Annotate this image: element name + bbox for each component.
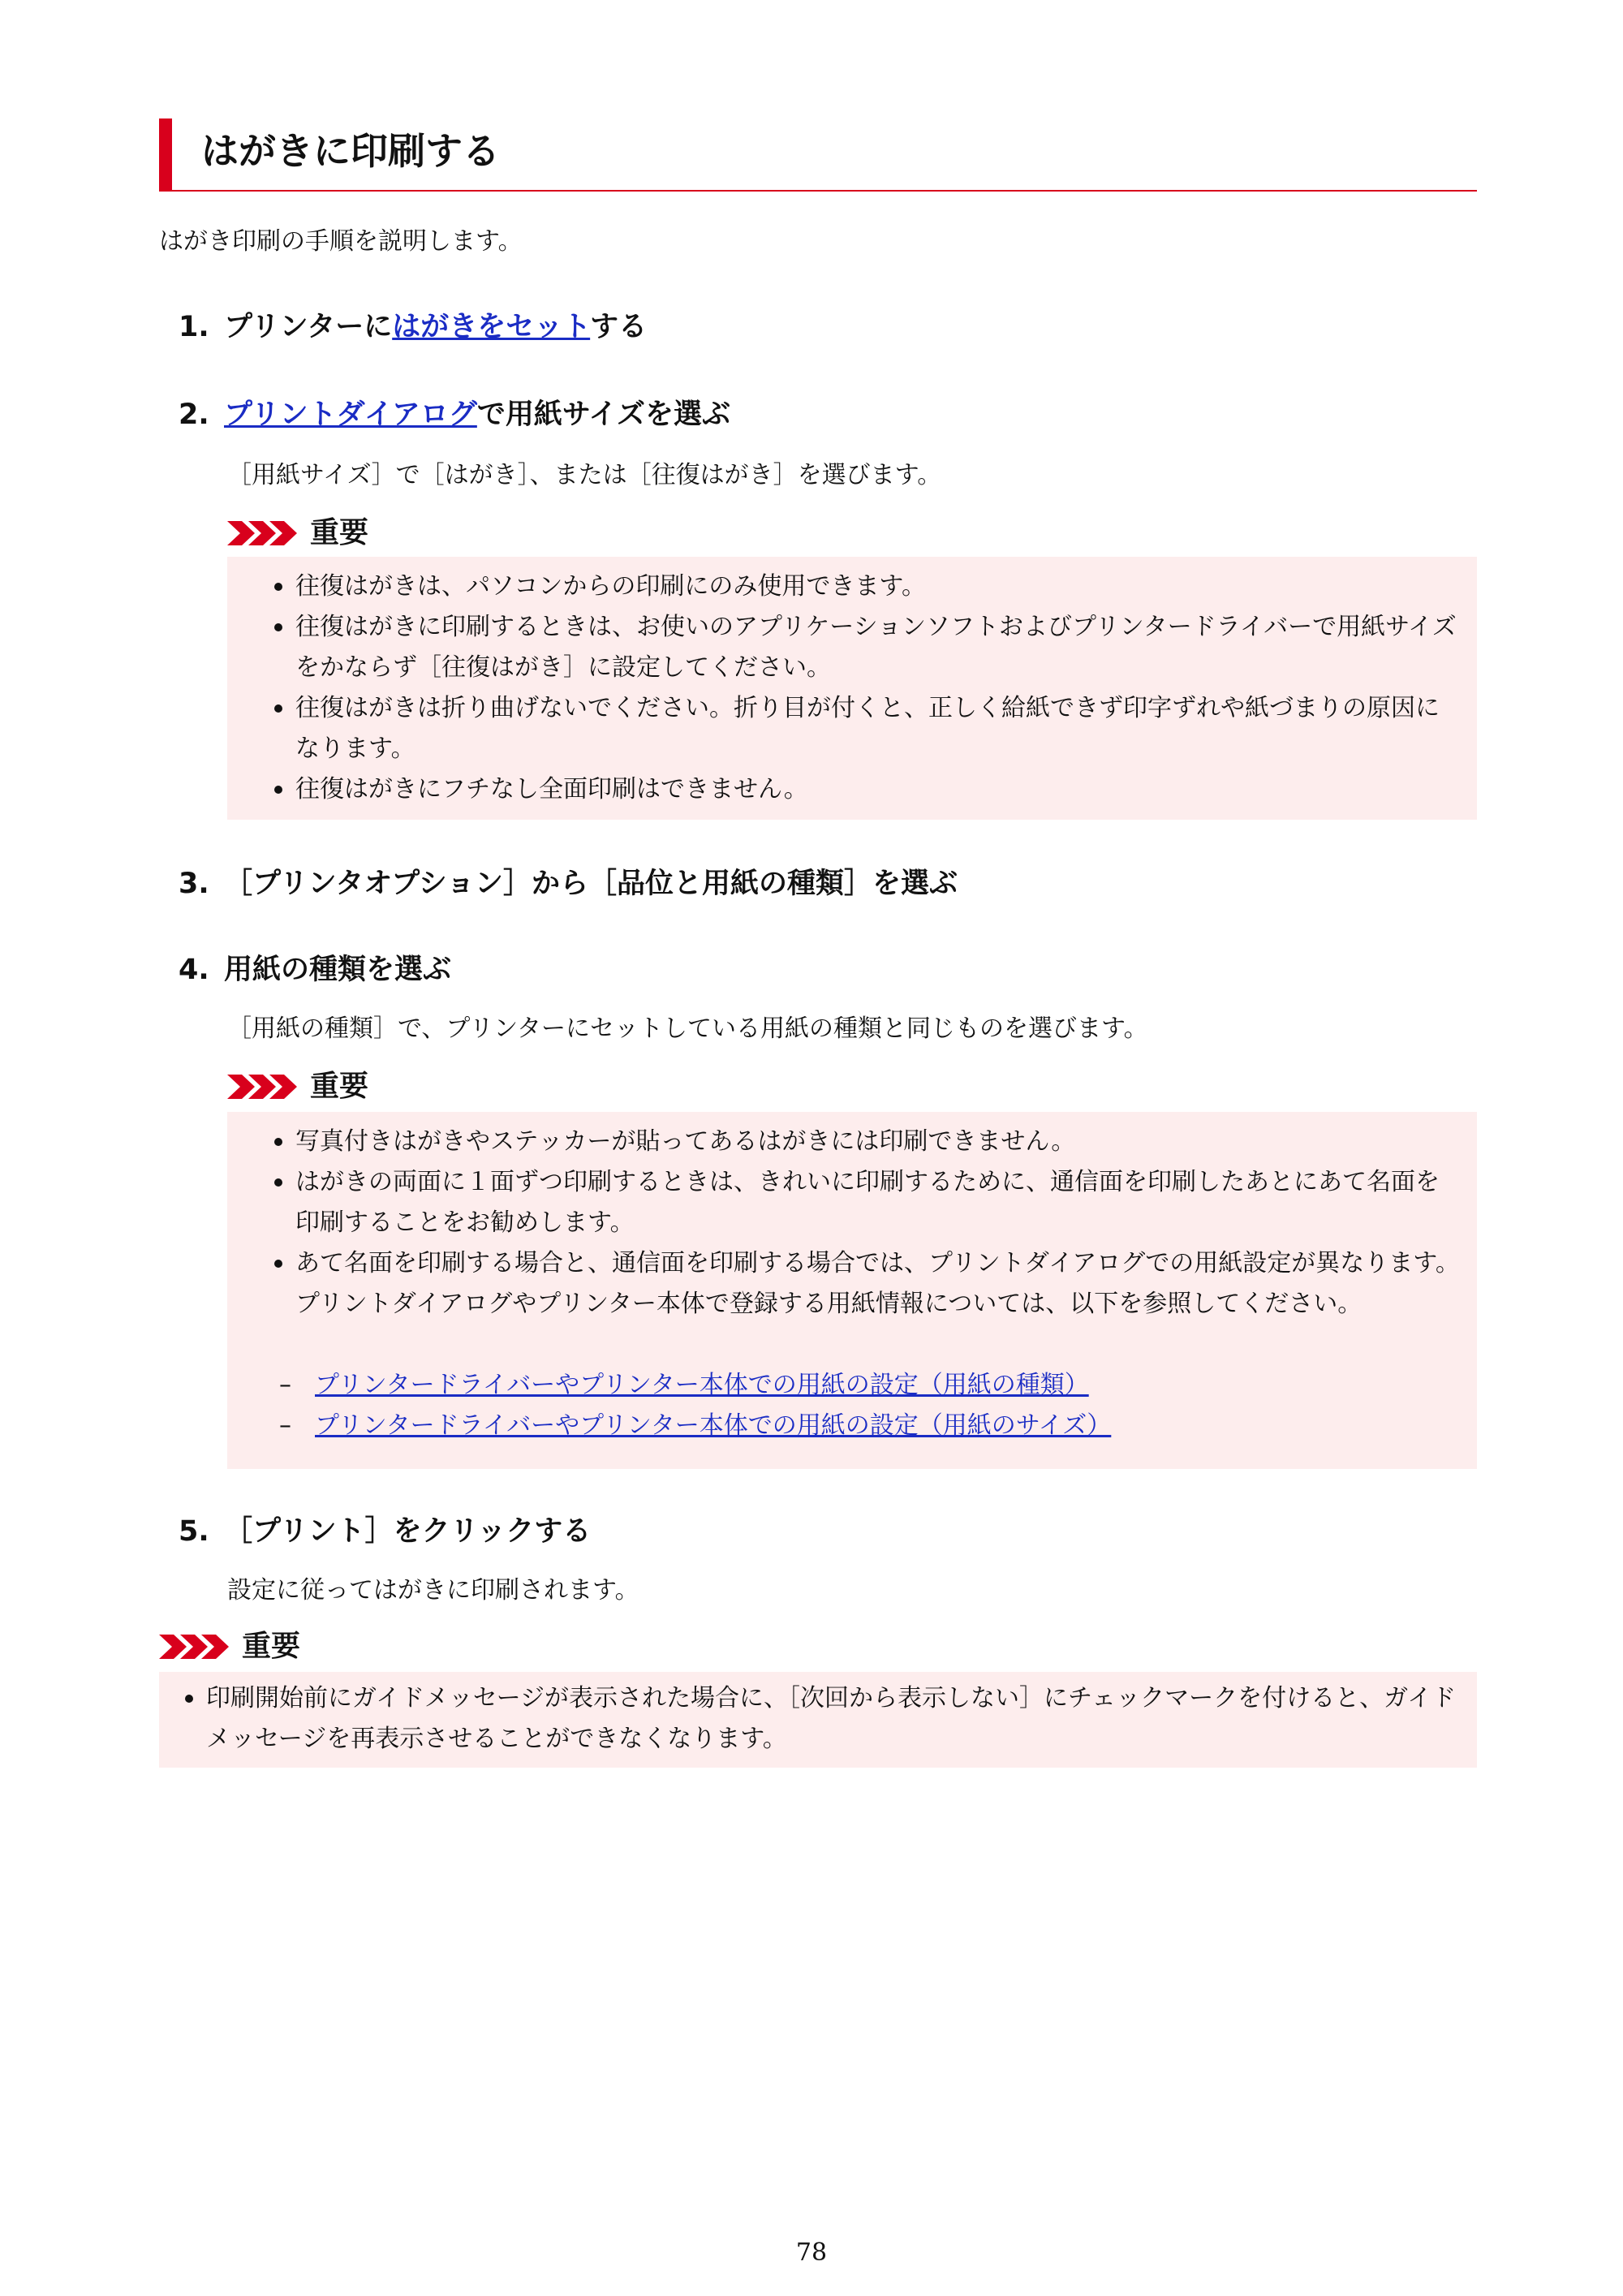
step-text: ［プリンタオプション］から［品位と用紙の種類］を選ぶ [224, 868, 958, 900]
important-label: 重要 [310, 1070, 369, 1103]
step-number: 1. [179, 311, 209, 343]
important-list [179, 1678, 1461, 1760]
triple-chevron-important-icon [227, 1073, 300, 1101]
page-title: はがきに印刷する [201, 129, 500, 173]
step-2-description: ［用紙サイズ］で［はがき］、または［往復はがき］を選びます。 [227, 461, 942, 489]
step-5 [179, 1511, 591, 1552]
reference-link-item [268, 1365, 1461, 1406]
step-1 [179, 307, 647, 347]
step-text: ［プリント］をクリックする [224, 1515, 592, 1548]
triple-chevron-important-icon [227, 519, 300, 547]
important-item: 往復はがきは折り曲げないでください。折り目が付くと、正しく給紙できず印字ずれや紙づまりの原因になります。 [268, 688, 1461, 769]
important-box-1 [227, 557, 1477, 820]
important-item: 印刷開始前にガイドメッセージが表示された場合に、［次回から表示しない］にチェックマークを付けると、ガイドメッセージを再表示させることができなくなります。 [179, 1678, 1461, 1760]
dash-marker: – [279, 1371, 291, 1399]
important-list [268, 566, 1461, 810]
intro-text: はがき印刷の手順を説明します。 [159, 227, 523, 256]
important-box-2 [227, 1112, 1477, 1469]
step-5-description: 設定に従ってはがきに印刷されます。 [227, 1576, 639, 1605]
important-label: 重要 [242, 1630, 301, 1663]
media-type-setting-link[interactable]: プリンタードライバーやプリンター本体での用紙の設定（用紙の種類） [315, 1371, 1089, 1399]
step-text: プリンターに [224, 311, 393, 343]
step-number: 2. [179, 398, 209, 431]
title-accent-bar [159, 118, 172, 190]
page-number: 78 [795, 2238, 828, 2267]
step-number: 4. [179, 954, 209, 986]
important-label: 重要 [310, 516, 369, 549]
page-title-block [159, 118, 1477, 192]
step-4-description: ［用紙の種類］で、プリンターにセットしている用紙の種類と同じものを選びます。 [227, 1014, 1148, 1043]
important-item: 写真付きはがきやステッカーが貼ってあるはがきには印刷できません。 [268, 1122, 1461, 1162]
important-heading [227, 513, 368, 554]
important-heading [227, 1066, 368, 1107]
important-item: 往復はがきにフチなし全面印刷はできません。 [268, 769, 1461, 810]
important-item: 往復はがきは、パソコンからの印刷にのみ使用できます。 [268, 566, 1461, 607]
dash-marker: – [279, 1411, 291, 1440]
step-text: 用紙の種類を選ぶ [224, 954, 452, 986]
set-postcard-link[interactable]: はがきをセット [392, 311, 591, 343]
step-3 [179, 864, 958, 904]
reference-links [268, 1365, 1461, 1446]
triple-chevron-important-icon [159, 1633, 232, 1661]
step-number: 5. [179, 1515, 209, 1548]
step-number: 3. [179, 868, 209, 900]
print-dialog-link[interactable]: プリントダイアログ [224, 398, 477, 431]
important-item: 往復はがきに印刷するときは、お使いのアプリケーションソフトおよびプリンタードライバーで用紙サイズをかならず［往復はがき］に設定してください。 [268, 607, 1461, 688]
step-text: で用紙サイズを選ぶ [476, 398, 731, 431]
important-heading [159, 1626, 300, 1667]
step-text: する [590, 311, 648, 343]
reference-link-item [268, 1406, 1461, 1446]
paper-size-setting-link[interactable]: プリンタードライバーやプリンター本体での用紙の設定（用紙のサイズ） [315, 1411, 1112, 1440]
important-list [268, 1122, 1461, 1325]
important-item: あて名面を印刷する場合と、通信面を印刷する場合では、プリントダイアログでの用紙設定が異なります。プリントダイアログやプリンター本体で登録する用紙情報については、以下を参照してください。 [268, 1243, 1461, 1325]
step-4 [179, 950, 451, 990]
important-box-3 [159, 1672, 1477, 1768]
step-2 [179, 394, 730, 435]
important-item: はがきの両面に１面ずつ印刷するときは、きれいに印刷するために、通信面を印刷したあとにあて名面を印刷することをお勧めします。 [268, 1162, 1461, 1243]
